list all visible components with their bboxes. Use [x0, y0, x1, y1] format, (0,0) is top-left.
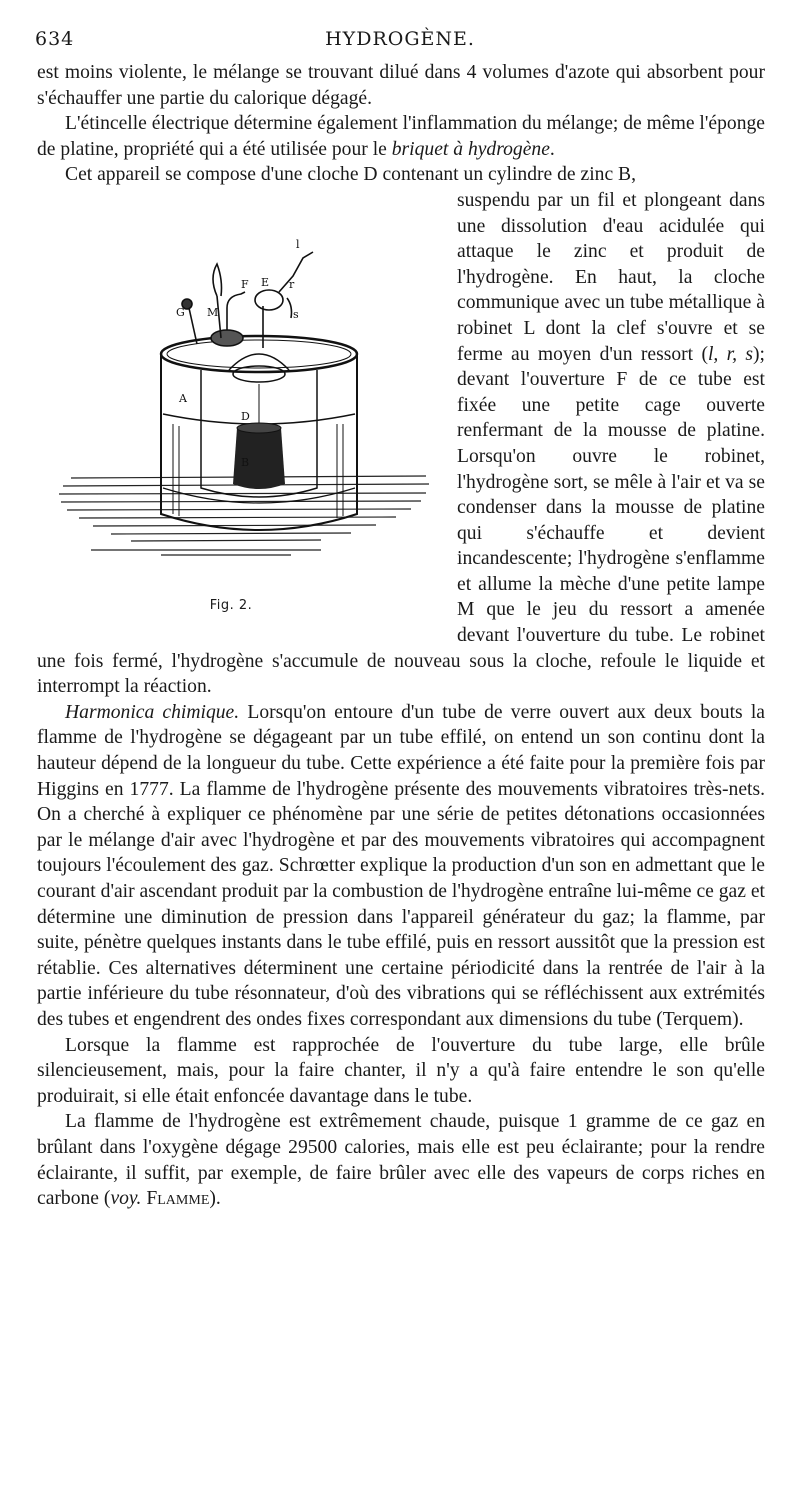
spring-letters: l, r, s: [707, 343, 754, 365]
paragraph-2: [37, 111, 765, 162]
label-m: M: [207, 305, 219, 319]
paragraph-2-period: .: [549, 138, 555, 160]
figure-apparatus: [31, 188, 431, 643]
running-head: [35, 28, 765, 56]
paragraph-4: [37, 700, 765, 1033]
top-fittings: [182, 252, 313, 348]
paragraph-3-text: suspendu par un fil et plongeant dans une dissolution d'eau acidulée qui attaque le zinc et produit de l'hydrogène. En haut, la cloche communique avec un tube métallique à robinet L dont la clef s'ouvre et se ferme au moyen d'un ressort (: [457, 189, 765, 365]
label-d: D: [241, 409, 250, 423]
label-g: G: [176, 305, 185, 319]
shadow-hatching: [59, 476, 429, 555]
label-b: B: [241, 455, 250, 469]
body-text: [37, 60, 765, 1212]
zinc-cylinder: [233, 384, 285, 489]
flamme-reference: Flamme: [146, 1188, 210, 1210]
paragraph-6-text: La flamme de l'hydrogène est extrêmement chaude, puisque 1 gramme de ce gaz en brûlant dans l'oxygène dégage 29500 calories, mais elle est peu éclairante; pour la rendre éclairante, il suffit, par exemple, de faire brûler avec elle des vapeurs de corps riches en carbone (: [37, 1111, 765, 1210]
page-number: 634: [35, 28, 75, 50]
paragraph-6-end: ).: [209, 1188, 221, 1210]
label-s: s: [293, 307, 299, 321]
figure-caption: Fig. 2.: [209, 597, 253, 613]
briquet-illustration: [31, 188, 431, 588]
paragraph-1: est moins violente, le mélange se trouvant dilué dans 4 volumes d'azote qui absorbent pour s'échauffer une partie du calorique dégagé.: [37, 62, 765, 109]
label-a: A: [179, 391, 187, 405]
label-l: l: [296, 237, 300, 251]
paragraph-3-rest: ); devant l'ouverture F de ce tube est fixée une petite cage ouverte renfermant de la mousse de platine. Lorsqu'on ouvre le robinet, l'hydrogène sort, se mêle à l'air et va se condenser dans la mousse de platine qui s'échauffe et devient incandescente; l'hydrogène s'enflamme et allume la mèche d'une petite lampe M que le jeu du ressort a amenée devant l'ouverture du tube. Le robinet une fois fermé, l'hydrogène s'accumule de nouveau sous la cloche, refoule le liquide et interrompt la réaction.: [37, 343, 765, 698]
label-f: F: [241, 277, 249, 291]
paragraph-5: Lorsque la flamme est rapprochée de l'ouverture du tube large, elle brûle silencieusement, mais, pour la faire chanter, il n'y a qu'à faire entendre le son qu'elle produirait, si elle était enfoncée davantage dans le tube.: [37, 1034, 765, 1107]
briquet-term: briquet à hydrogène: [391, 138, 550, 160]
label-e: E: [261, 275, 270, 289]
harmonica-heading: Harmonica chimique.: [65, 701, 240, 723]
paragraph-2-text: L'étincelle électrique détermine également l'inflammation du mélange; de même l'éponge de platine, propriété qui a été utilisée pour le: [37, 113, 765, 160]
running-title: HYDROGÈNE.: [325, 28, 475, 50]
paragraph-4-text: Lorsqu'on entoure d'un tube de verre ouvert aux deux bouts la flamme de l'hydrogène se dégageant par un tube effilé, on entend un son continu dont la hauteur dépend de la longueur du tube. Cette expérience a été faite pour la première fois par Higgins en 1777. La flamme de l'hydrogène présente des mouvements vibratoires très-nets. On a cherché à expliquer ce phénomène par une série de petites détonations occasionnées par le mélange d'air avec l'hydrogène et par des mouvements vibratoires qui accompagnent toujours l'écoulement des gaz. Schrœtter explique la production d'un son en admettant que le courant d'air ascendant produit par la combustion de l'hydrogène entraîne lui-même ce gaz et détermine une diminution de pression dans l'appareil générateur du gaz; la flamme, par suite, pénètre quelques instants dans le tube effilé, puis en ressort aussitôt que la pression est rétablie. Ces alternatives déterminent une certaine périodicité dans la rentrée de l'air à la partie inférieure du tube résonnateur, d'où des vibrations qui se réfléchissent aux extrémités des tubes et engendrent des ondes fixes correspondant aux dimensions du tube (Terquem).: [37, 701, 765, 1030]
paragraph-3-lead: Cet appareil se compose d'une cloche D contenant un cylindre de zinc B,: [65, 164, 637, 186]
paragraph-6: [37, 1109, 765, 1211]
voy-abbrev: voy.: [110, 1188, 142, 1210]
label-r: r: [289, 277, 295, 291]
